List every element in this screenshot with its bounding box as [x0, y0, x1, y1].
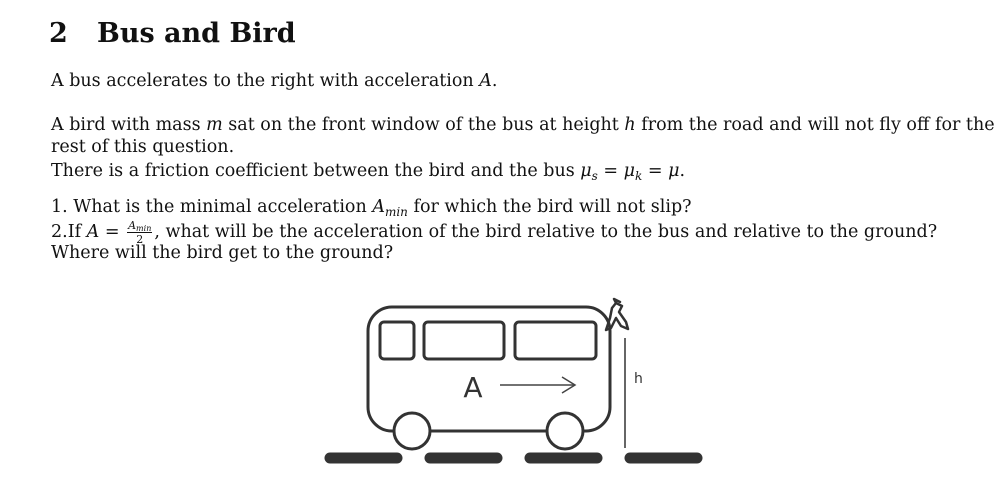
math-mu: μ [668, 161, 680, 181]
section-number: 2 [49, 18, 68, 49]
text-run: rest of this question. [51, 137, 235, 157]
bus-windows [380, 322, 596, 359]
math-var-h: h [624, 115, 636, 135]
math-var-A: A [86, 222, 100, 242]
text-run: A bus accelerates to the right with acceleration [51, 71, 480, 91]
text-run: . [491, 71, 498, 91]
height-label: h [634, 371, 643, 387]
fraction-denominator: 2 [136, 233, 144, 246]
math-var-A: A [479, 71, 492, 91]
text-run: for which the bird will not slip? [407, 197, 692, 217]
text-run: 2.If [51, 222, 87, 242]
bus-window [424, 322, 504, 359]
bird-beak [614, 299, 620, 303]
bus-window [515, 322, 596, 359]
math-equals: = [597, 161, 624, 181]
text-run: 1. What is the minimal acceleration [51, 197, 373, 217]
math-equals: = [99, 222, 126, 242]
text-run: sat on the front window of the bus at height [222, 115, 625, 135]
text-run: , what will be the acceleration of the bird relative to the bus and relative to the ground? [154, 222, 938, 242]
math-equals: = [642, 161, 669, 181]
bus-wheel [394, 413, 430, 449]
math-sub-s: s [591, 169, 598, 183]
acceleration-arrow [500, 377, 575, 393]
section-title: Bus and Bird [97, 18, 296, 49]
text-run: from the road and will not fly off for the [635, 115, 995, 135]
math-sub-min: min [136, 224, 152, 233]
math-var-m: m [206, 115, 223, 135]
math-mu: μ [580, 161, 592, 181]
math-var-A: A [372, 197, 385, 217]
math-mu: μ [623, 161, 635, 181]
math-sub-min: min [384, 205, 408, 219]
bus-body [368, 307, 610, 431]
text-run: . [679, 161, 686, 181]
bus-window [380, 322, 414, 359]
text-run: A bird with mass [51, 115, 207, 135]
text-run: Where will the bird get to the ground? [51, 243, 394, 263]
math-sub-k: k [635, 169, 643, 183]
acceleration-label: A [463, 371, 483, 404]
bus-wheel [547, 413, 583, 449]
text-run: There is a friction coefficient between the bird and the bus [51, 161, 581, 181]
math-var-A: A [128, 219, 137, 232]
